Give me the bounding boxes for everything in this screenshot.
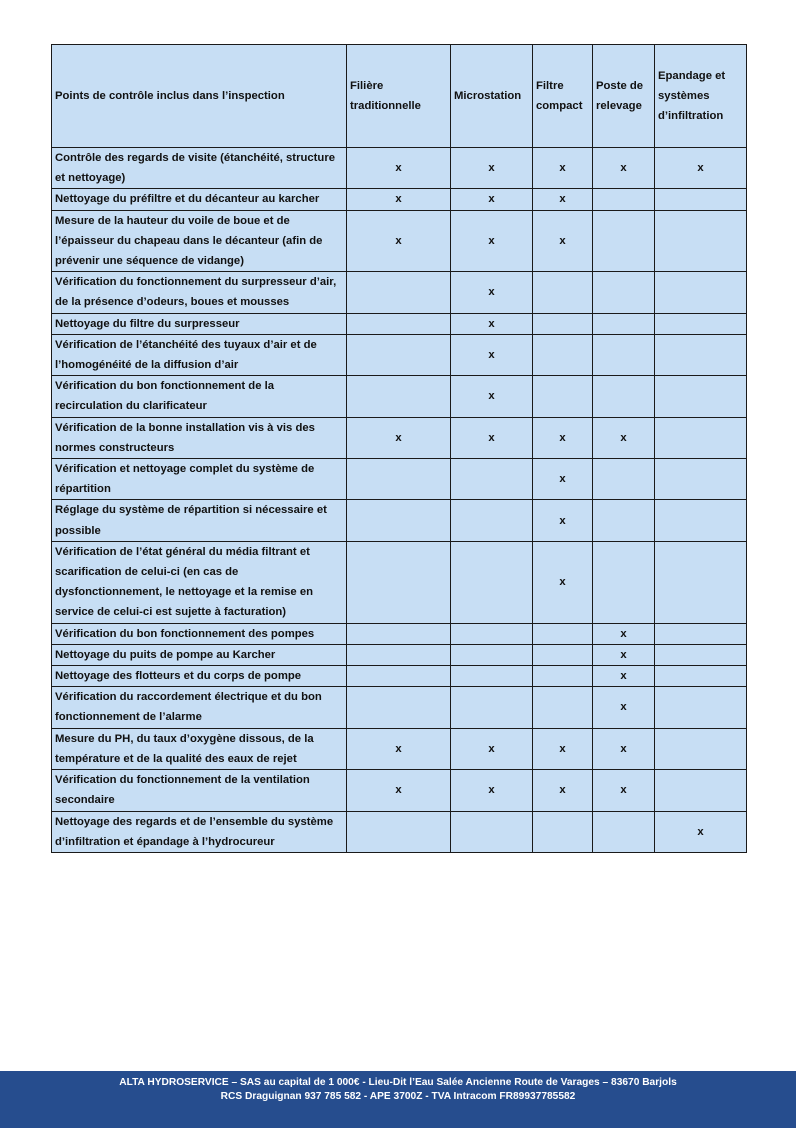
check-mark-cell (347, 500, 451, 541)
table-row (52, 770, 747, 811)
check-mark-cell (533, 644, 593, 665)
check-mark-cell: x (533, 541, 593, 623)
control-point-label: Vérification du fonctionnement de la ventilation secondaire (52, 770, 347, 811)
check-mark-cell: x (655, 811, 747, 852)
check-mark-cell: x (533, 728, 593, 769)
table-row (52, 459, 747, 500)
control-point-label: Vérification du raccordement électrique et du bon fonctionnement de l’alarme (52, 687, 347, 728)
check-mark-cell (655, 376, 747, 417)
table-row (52, 334, 747, 375)
check-mark-cell: x (347, 210, 451, 272)
check-mark-cell (655, 189, 747, 210)
control-point-label: Contrôle des regards de visite (étanchéité, structure et nettoyage) (52, 148, 347, 189)
control-point-label: Nettoyage du préfiltre et du décanteur au karcher (52, 189, 347, 210)
control-point-label: Nettoyage des regards et de l’ensemble du système d’infiltration et épandage à l’hydrocureur (52, 811, 347, 852)
check-mark-cell (655, 666, 747, 687)
check-mark-cell (347, 272, 451, 313)
table-row (52, 541, 747, 623)
control-point-label: Nettoyage du puits de pompe au Karcher (52, 644, 347, 665)
check-mark-cell: x (347, 417, 451, 458)
table-row (52, 500, 747, 541)
check-mark-cell: x (347, 148, 451, 189)
table-row (52, 687, 747, 728)
table-row (52, 666, 747, 687)
check-mark-cell (347, 666, 451, 687)
check-mark-cell (655, 334, 747, 375)
table-row (52, 644, 747, 665)
check-mark-cell (655, 728, 747, 769)
footer-company-line: ALTA HYDROSERVICE – SAS au capital de 1 000€ - Lieu-Dit l’Eau Salée Ancienne Route de Varages – 83670 Barjols (119, 1077, 677, 1088)
footer-banner (0, 1071, 796, 1128)
check-mark-cell: x (593, 644, 655, 665)
check-mark-cell (533, 272, 593, 313)
check-mark-cell: x (533, 459, 593, 500)
check-mark-cell: x (451, 376, 533, 417)
check-mark-cell (347, 334, 451, 375)
check-mark-cell (593, 811, 655, 852)
check-mark-cell (347, 459, 451, 500)
check-mark-cell (347, 376, 451, 417)
check-mark-cell (347, 623, 451, 644)
footer-registration-line: RCS Draguignan 937 785 582 - APE 3700Z - TVA Intracom FR89937785582 (220, 1091, 576, 1102)
check-mark-cell (451, 541, 533, 623)
check-mark-cell (347, 687, 451, 728)
header-points-de-controle: Points de contrôle inclus dans l’inspection (52, 45, 347, 148)
check-mark-cell (655, 687, 747, 728)
control-point-label: Vérification du bon fonctionnement des pompes (52, 623, 347, 644)
table-row (52, 623, 747, 644)
check-mark-cell: x (451, 313, 533, 334)
check-mark-cell: x (347, 728, 451, 769)
header-poste-de-relevage: Poste de relevage (593, 45, 655, 148)
check-mark-cell (533, 811, 593, 852)
check-mark-cell (451, 500, 533, 541)
check-mark-cell (451, 687, 533, 728)
check-mark-cell: x (451, 728, 533, 769)
table-row (52, 210, 747, 272)
check-mark-cell (593, 189, 655, 210)
check-mark-cell: x (593, 770, 655, 811)
check-mark-cell: x (533, 417, 593, 458)
check-mark-cell: x (533, 148, 593, 189)
inspection-table (51, 44, 747, 853)
control-point-label: Vérification de l’état général du média filtrant et scarification de celui-ci (en cas de dysfonctionnement, le nettoyage et la remise en service de celui-ci est sujette à facturation) (52, 541, 347, 623)
check-mark-cell (655, 210, 747, 272)
check-mark-cell (451, 623, 533, 644)
control-point-label: Réglage du système de répartition si nécessaire et possible (52, 500, 347, 541)
check-mark-cell (533, 623, 593, 644)
check-mark-cell (593, 459, 655, 500)
check-mark-cell (655, 313, 747, 334)
control-point-label: Nettoyage des flotteurs et du corps de pompe (52, 666, 347, 687)
check-mark-cell: x (655, 148, 747, 189)
check-mark-cell (655, 623, 747, 644)
check-mark-cell (347, 644, 451, 665)
check-mark-cell (655, 272, 747, 313)
check-mark-cell (347, 541, 451, 623)
check-mark-cell: x (593, 623, 655, 644)
check-mark-cell (655, 459, 747, 500)
check-mark-cell: x (347, 770, 451, 811)
check-mark-cell (593, 272, 655, 313)
check-mark-cell (533, 313, 593, 334)
control-point-label: Nettoyage du filtre du surpresseur (52, 313, 347, 334)
control-point-label: Vérification du bon fonctionnement de la recirculation du clarificateur (52, 376, 347, 417)
table-row (52, 376, 747, 417)
table-row (52, 728, 747, 769)
check-mark-cell (593, 334, 655, 375)
table-row (52, 189, 747, 210)
table-row (52, 272, 747, 313)
check-mark-cell: x (451, 770, 533, 811)
check-mark-cell: x (593, 666, 655, 687)
check-mark-cell (347, 811, 451, 852)
table-row (52, 811, 747, 852)
check-mark-cell (451, 811, 533, 852)
check-mark-cell: x (451, 417, 533, 458)
header-epandage: Epandage et systèmes d’infiltration (655, 45, 747, 148)
check-mark-cell: x (451, 272, 533, 313)
check-mark-cell (655, 500, 747, 541)
check-mark-cell: x (593, 148, 655, 189)
check-mark-cell: x (593, 728, 655, 769)
control-point-label: Vérification du fonctionnement du surpresseur d’air, de la présence d’odeurs, boues et mousses (52, 272, 347, 313)
check-mark-cell (593, 500, 655, 541)
check-mark-cell: x (533, 770, 593, 811)
control-point-label: Mesure de la hauteur du voile de boue et de l’épaisseur du chapeau dans le décanteur (afin de prévenir une séquence de vidange) (52, 210, 347, 272)
check-mark-cell (593, 210, 655, 272)
control-point-label: Mesure du PH, du taux d’oxygène dissous, de la température et de la qualité des eaux de rejet (52, 728, 347, 769)
check-mark-cell: x (533, 189, 593, 210)
check-mark-cell (655, 541, 747, 623)
control-point-label: Vérification de la bonne installation vis à vis des normes constructeurs (52, 417, 347, 458)
check-mark-cell (347, 313, 451, 334)
header-filtre-compact: Filtre compact (533, 45, 593, 148)
check-mark-cell (593, 541, 655, 623)
control-point-label: Vérification et nettoyage complet du système de répartition (52, 459, 347, 500)
check-mark-cell (533, 376, 593, 417)
control-point-label: Vérification de l’étanchéité des tuyaux d’air et de l’homogénéité de la diffusion d’air (52, 334, 347, 375)
table-row (52, 148, 747, 189)
check-mark-cell (655, 770, 747, 811)
check-mark-cell: x (533, 500, 593, 541)
check-mark-cell: x (451, 334, 533, 375)
check-mark-cell (451, 644, 533, 665)
check-mark-cell (533, 687, 593, 728)
check-mark-cell (451, 459, 533, 500)
table-row (52, 417, 747, 458)
check-mark-cell: x (451, 189, 533, 210)
header-filiere-traditionnelle: Filière traditionnelle (347, 45, 451, 148)
check-mark-cell (533, 334, 593, 375)
check-mark-cell: x (451, 210, 533, 272)
check-mark-cell: x (593, 687, 655, 728)
check-mark-cell (655, 417, 747, 458)
check-mark-cell: x (593, 417, 655, 458)
check-mark-cell (593, 313, 655, 334)
check-mark-cell: x (347, 189, 451, 210)
check-mark-cell (533, 666, 593, 687)
check-mark-cell: x (451, 148, 533, 189)
check-mark-cell (451, 666, 533, 687)
table-body (52, 148, 747, 853)
check-mark-cell (593, 376, 655, 417)
header-microstation: Microstation (451, 45, 533, 148)
check-mark-cell: x (533, 210, 593, 272)
table-row (52, 313, 747, 334)
table-header-row (52, 45, 747, 148)
check-mark-cell (655, 644, 747, 665)
